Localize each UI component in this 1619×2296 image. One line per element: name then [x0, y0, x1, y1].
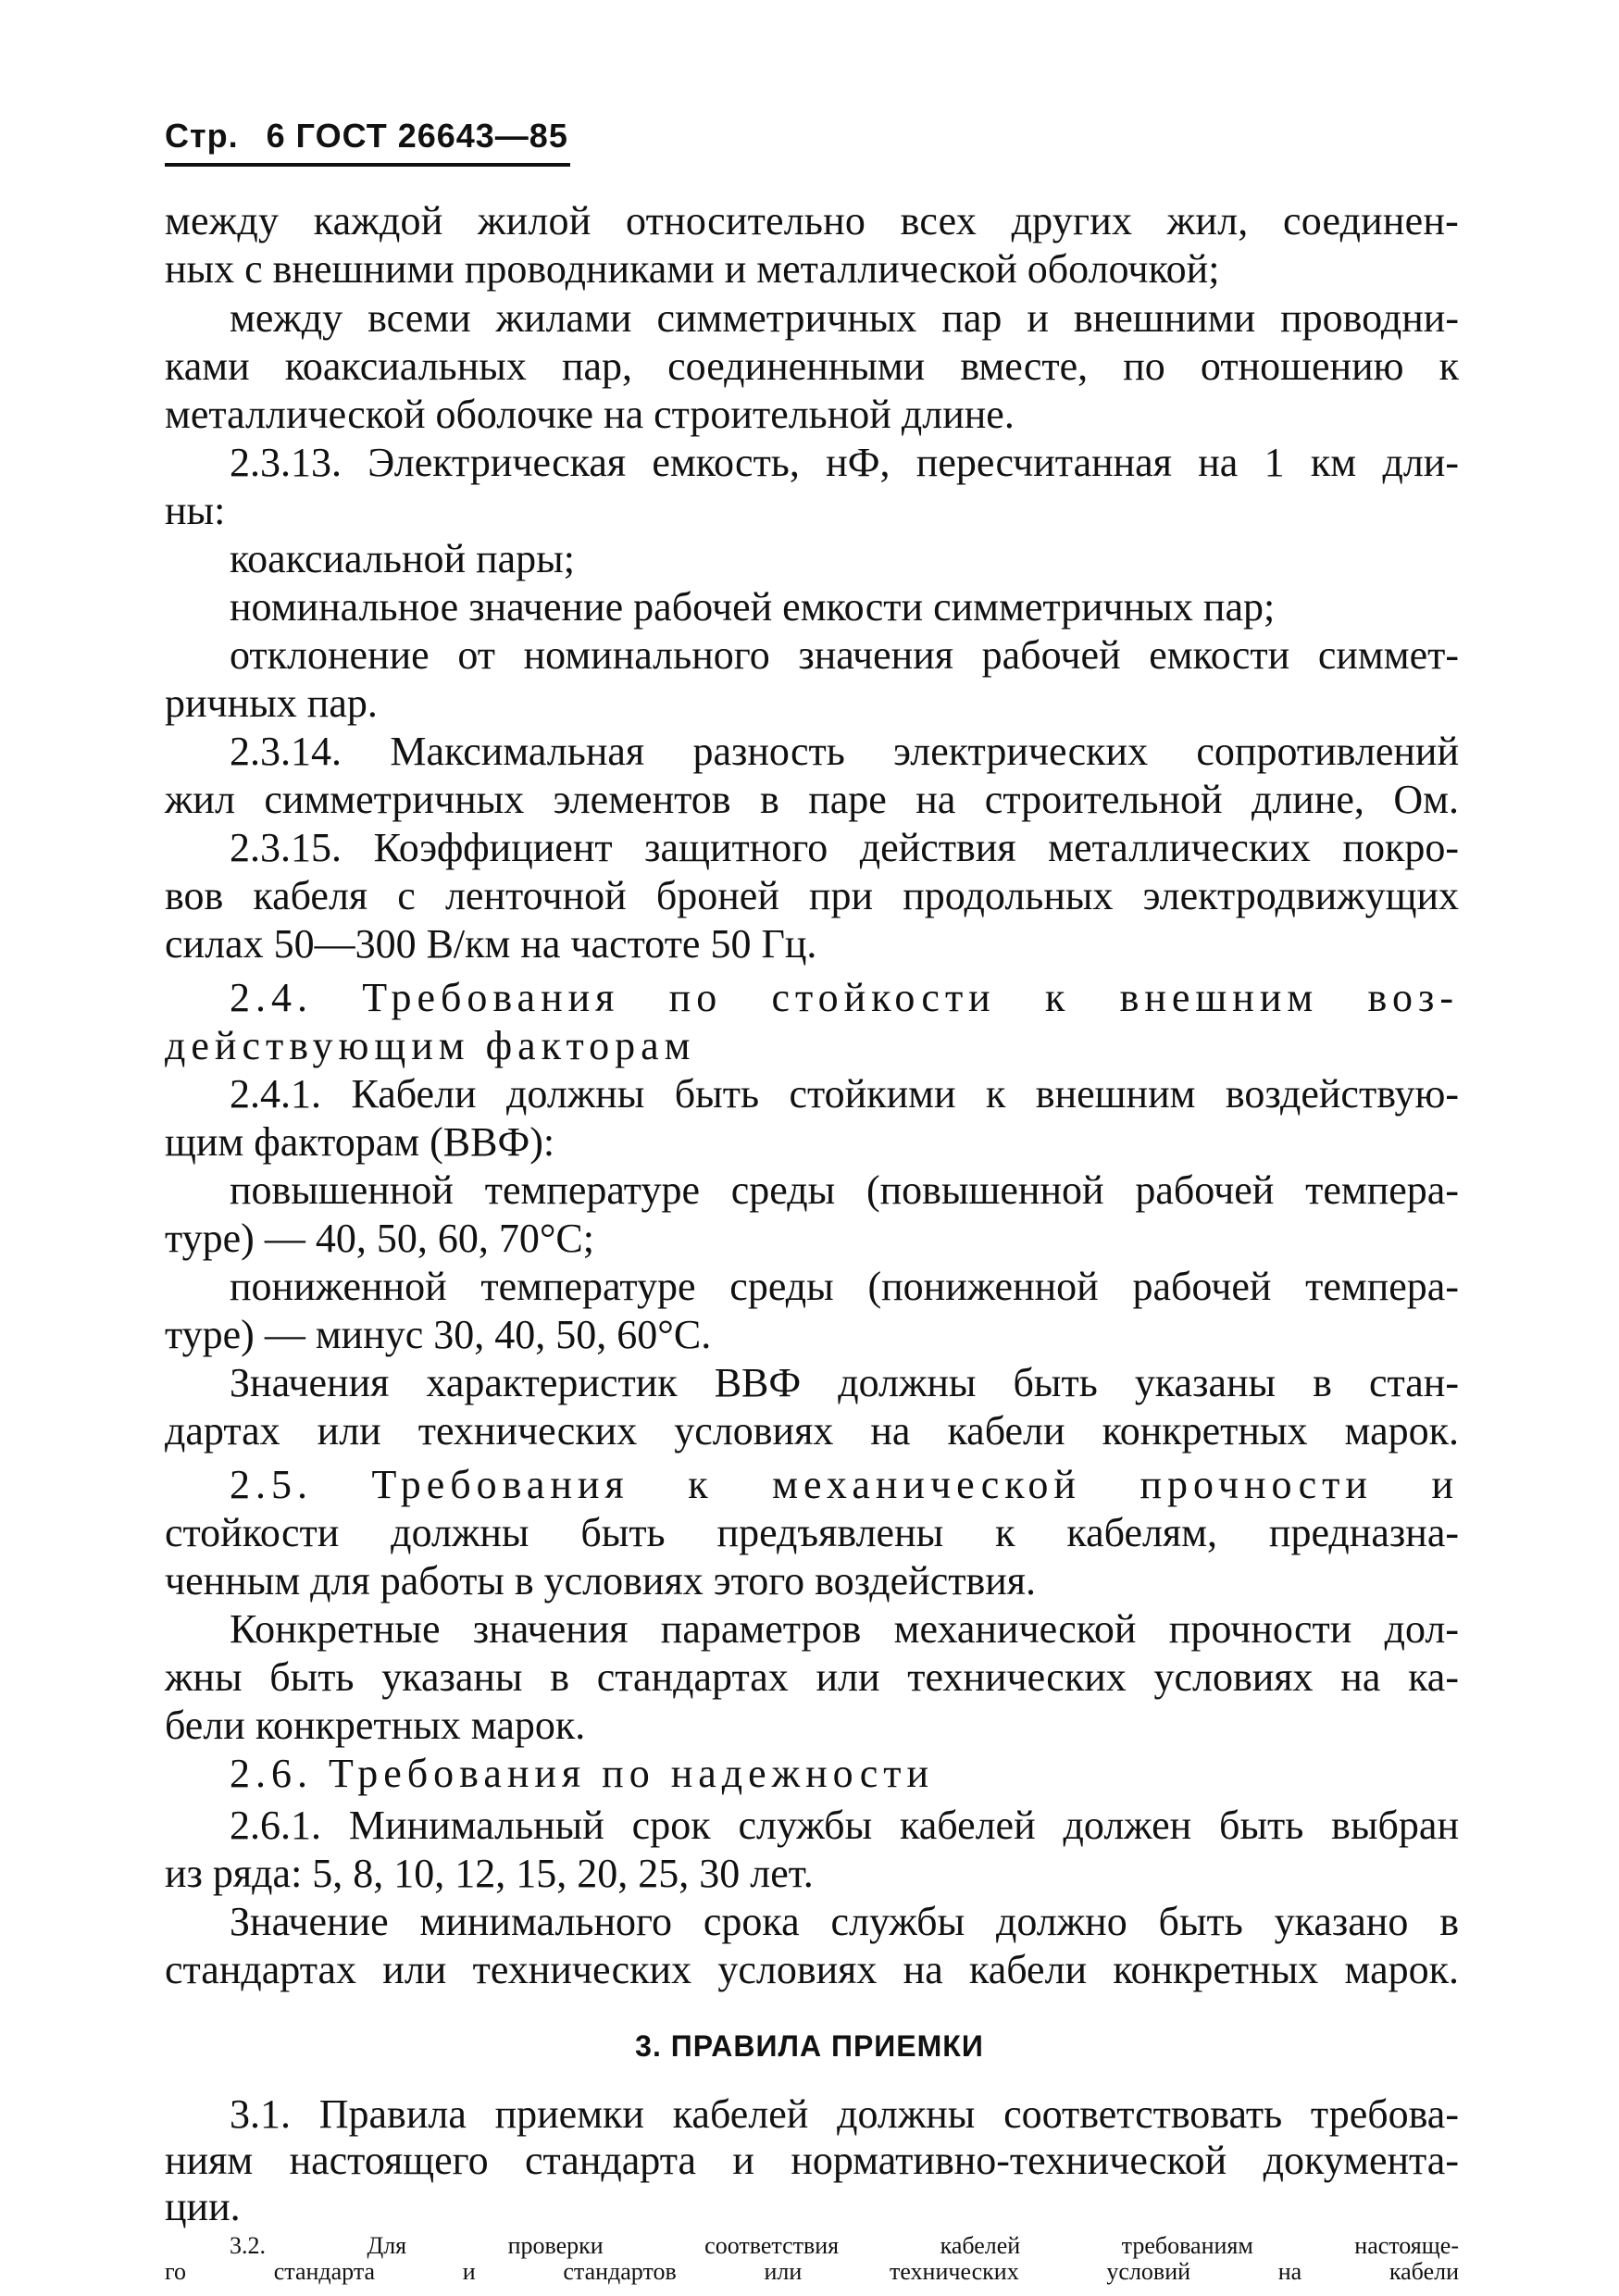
- text-line: Значения характеристик ВВФ должны быть указаны в стан-: [230, 1360, 1459, 1405]
- text-line: вов кабеля с ленточной броней при продольных электродвижущих: [165, 873, 1459, 918]
- section-subheading: 2.5. Требования к механической прочности и: [230, 1462, 1459, 1507]
- text-line: стойкости должны быть предъявлены к кабелям, предназна-: [165, 1510, 1459, 1555]
- text-line: жны быть указаны в стандартах или технических условиях на ка-: [165, 1654, 1459, 1700]
- text-line: между каждой жилой относительно всех других жил, соединен-: [165, 198, 1459, 243]
- text-line: туре) — 40, 50, 60, 70°С;: [165, 1216, 594, 1261]
- text-line: коаксиальной пары;: [230, 536, 575, 581]
- text-line: ками коаксиальных пар, соединенными вместе, по отношению к: [165, 343, 1459, 389]
- text-line: 3.2. Для проверки соответствия кабелей требованиям настояще-: [230, 2232, 1459, 2259]
- text-line: отклонение от номинального значения рабочей емкости симмет-: [230, 632, 1459, 678]
- text-line: металлической оболочке на строительной длине.: [165, 392, 1015, 437]
- text-line: силах 50—300 В/км на частоте 50 Гц.: [165, 921, 817, 967]
- text-line: 2.3.14. Максимальная разность электрических сопротивлений: [230, 729, 1459, 774]
- page-label: Стр.: [165, 117, 239, 155]
- text-line: между всеми жилами симметричных пар и внешними проводни-: [230, 295, 1459, 341]
- text-line: бели конкретных марок.: [165, 1703, 586, 1748]
- text-line: жил симметричных элементов в паре на строительной длине, Ом.: [165, 777, 1459, 822]
- text-line: 2.3.13. Электрическая емкость, нФ, пересчитанная на 1 км дли-: [230, 440, 1459, 485]
- text-line: ны:: [165, 488, 226, 533]
- text-line: Значение минимального срока службы должно быть указано в: [230, 1899, 1459, 1944]
- text-line: 2.3.15. Коэффициент защитного действия металлических покро-: [230, 825, 1459, 870]
- text-line: 2.4.1. Кабели должны быть стойкими к внешним воздействую-: [230, 1071, 1459, 1117]
- text-line: ричных пар.: [165, 680, 378, 726]
- text-line: повышенной температуре среды (повышенной рабочей темпера-: [230, 1167, 1459, 1213]
- text-line: го стандарта и стандартов или технических условий на кабели: [165, 2258, 1459, 2285]
- page-number: 6: [266, 117, 286, 155]
- standard-number: ГОСТ 26643—85: [295, 117, 568, 155]
- text-line: щим факторам (ВВФ):: [165, 1119, 555, 1165]
- text-line: дартах или технических условиях на кабели конкретных марок.: [165, 1408, 1459, 1454]
- text-line: пониженной температуре среды (пониженной рабочей темпера-: [230, 1264, 1459, 1309]
- text-line: ции.: [165, 2184, 241, 2229]
- text-line: 2.6.1. Минимальный срок службы кабелей должен быть выбран: [230, 1803, 1459, 1848]
- text-line: туре) — минус 30, 40, 50, 60°С.: [165, 1312, 712, 1357]
- text-line: ченным для работы в условиях этого воздействия.: [165, 1558, 1037, 1603]
- section-subheading: действующим факторам: [165, 1023, 696, 1068]
- text-line: Конкретные значения параметров механической прочности дол-: [230, 1606, 1459, 1652]
- section-subheading: 2.4. Требования по стойкости к внешним воз-: [230, 975, 1459, 1020]
- text-line: номинальное значение рабочей емкости симметричных пар;: [230, 584, 1276, 630]
- text-line: 3.1. Правила приемки кабелей должны соответствовать требова-: [230, 2091, 1459, 2137]
- section-subheading: 2.6. Требования по надежности: [230, 1751, 935, 1796]
- text-line: ниям настоящего стандарта и нормативно-технической документа-: [165, 2138, 1459, 2183]
- text-line: стандартах или технических условиях на кабели конкретных марок.: [165, 1947, 1459, 1992]
- text-line: из ряда: 5, 8, 10, 12, 15, 20, 25, 30 лет.: [165, 1851, 814, 1896]
- chapter-heading: 3. ПРАВИЛА ПРИЕМКИ: [635, 2029, 984, 2063]
- header-rule: [165, 163, 570, 167]
- text-line: ных с внешними проводниками и металлической оболочкой;: [165, 246, 1220, 292]
- page-header: [165, 117, 568, 156]
